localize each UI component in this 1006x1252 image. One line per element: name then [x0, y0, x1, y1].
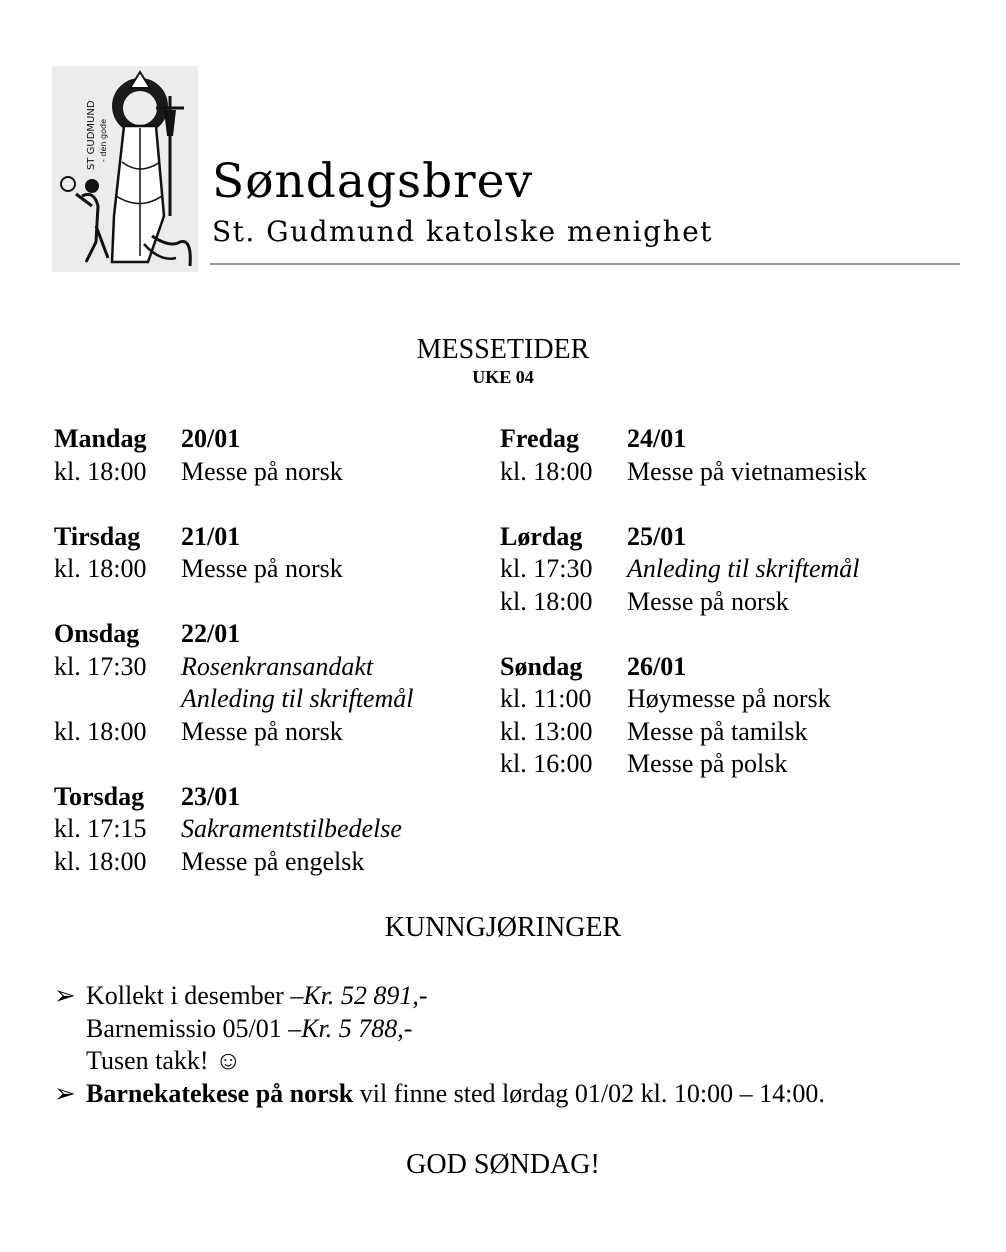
catechesis-title: Barnekatekese på norsk [86, 1078, 354, 1108]
entry-time: kl. 18:00 [54, 716, 147, 746]
entry-description: Messe på norsk [181, 554, 343, 583]
mission-label: Barnemissio 05/01 – [86, 1013, 302, 1043]
schedule-column-left [54, 423, 414, 911]
entry-time: kl. 17:15 [54, 814, 147, 843]
day-block [54, 521, 414, 586]
day-date: 21/01 [181, 521, 241, 551]
svg-text:- den gode: - den gode [99, 118, 108, 162]
announcement-item [54, 1078, 825, 1111]
schedule-entry [500, 553, 867, 586]
entry-time: kl. 18:00 [500, 456, 593, 486]
newsletter-subtitle: St. Gudmund katolske menighet [212, 215, 713, 248]
entry-description: Messe på norsk [627, 586, 789, 616]
entry-time: kl. 16:00 [500, 749, 593, 778]
schedule-entry [500, 456, 867, 489]
svg-text:ST GUDMUND: ST GUDMUND [86, 100, 97, 170]
newsletter-title: Søndagsbrev [212, 154, 533, 209]
day-header [54, 521, 414, 554]
day-date: 20/01 [181, 424, 241, 453]
announcements-heading: KUNNGJØRINGER [384, 912, 622, 943]
header-divider [210, 263, 960, 265]
entry-time: kl. 17:30 [500, 554, 593, 583]
day-name: Søndag [500, 651, 583, 681]
arrow-bullet-icon: ➢ [54, 981, 76, 1010]
entry-description: Sakramentstilbedelse [181, 814, 402, 843]
collect-amount: Kr. 52 891,- [303, 981, 428, 1010]
day-name: Tirsdag [54, 521, 141, 551]
day-date: 25/01 [627, 521, 687, 551]
schedule-entry [54, 716, 414, 749]
mass-times-heading: MESSETIDER [416, 334, 590, 365]
schedule-entry [54, 683, 414, 716]
day-header [500, 423, 867, 456]
entry-time: kl. 18:00 [54, 846, 147, 876]
announcements-list [54, 980, 825, 1110]
entry-description: Høymesse på norsk [627, 684, 831, 713]
catechesis-details: vil finne sted lørdag 01/02 kl. 10:00 – 14:00. [353, 1078, 825, 1108]
thanks-text: Tusen takk! ☺ [86, 1046, 242, 1075]
day-name: Lørdag [500, 521, 583, 551]
entry-description: Messe på engelsk [181, 846, 365, 876]
day-header [54, 618, 414, 651]
day-header [54, 423, 414, 456]
collect-label: Kollekt i desember – [86, 981, 304, 1010]
schedule-entry [54, 651, 414, 684]
week-label: UKE 04 [472, 367, 534, 387]
day-name: Torsdag [54, 781, 145, 811]
day-name: Mandag [54, 424, 147, 453]
entry-time: kl. 17:30 [54, 651, 147, 681]
announcement-subline [54, 1045, 825, 1078]
schedule-entry [500, 716, 867, 749]
day-block [500, 521, 867, 619]
day-date: 24/01 [627, 424, 687, 453]
entry-time: kl. 18:00 [54, 554, 147, 583]
closing-greeting: GOD SØNDAG! [406, 1149, 600, 1180]
entry-time: kl. 18:00 [54, 456, 147, 486]
announcement-item [54, 980, 825, 1013]
schedule-entry [54, 846, 414, 879]
day-name: Onsdag [54, 619, 140, 648]
entry-description: Messe på norsk [181, 456, 343, 486]
day-block [54, 618, 414, 748]
entry-description: Rosenkransandakt [181, 651, 374, 681]
entry-description: Anleding til skriftemål [627, 554, 860, 583]
schedule-entry [500, 586, 867, 619]
entry-description: Messe på polsk [627, 749, 788, 778]
day-date: 26/01 [627, 651, 687, 681]
day-date: 22/01 [181, 619, 241, 648]
day-block [500, 651, 867, 781]
schedule-column-right [500, 423, 867, 813]
day-header [500, 651, 867, 684]
entry-description: Anleding til skriftemål [181, 684, 414, 713]
entry-description: Messe på norsk [181, 716, 343, 746]
arrow-bullet-icon: ➢ [54, 1078, 76, 1108]
day-block [54, 781, 414, 879]
schedule-entry [54, 813, 414, 846]
entry-time [54, 683, 181, 716]
parish-logo [52, 66, 198, 272]
day-block [54, 423, 414, 488]
schedule-entry [54, 456, 414, 489]
day-header [54, 781, 414, 814]
day-name: Fredag [500, 424, 579, 453]
entry-time: kl. 18:00 [500, 586, 593, 616]
entry-description: Messe på tamilsk [627, 716, 808, 746]
schedule-entry [500, 683, 867, 716]
day-header [500, 521, 867, 554]
day-block [500, 423, 867, 488]
entry-time: kl. 11:00 [500, 684, 592, 713]
entry-time: kl. 13:00 [500, 716, 593, 746]
day-date: 23/01 [181, 781, 241, 811]
entry-description: Messe på vietnamesisk [627, 456, 867, 486]
announcement-subline [54, 1013, 825, 1046]
mission-amount: Kr. 5 788,- [301, 1013, 413, 1043]
schedule-entry [500, 748, 867, 781]
schedule-entry [54, 553, 414, 586]
